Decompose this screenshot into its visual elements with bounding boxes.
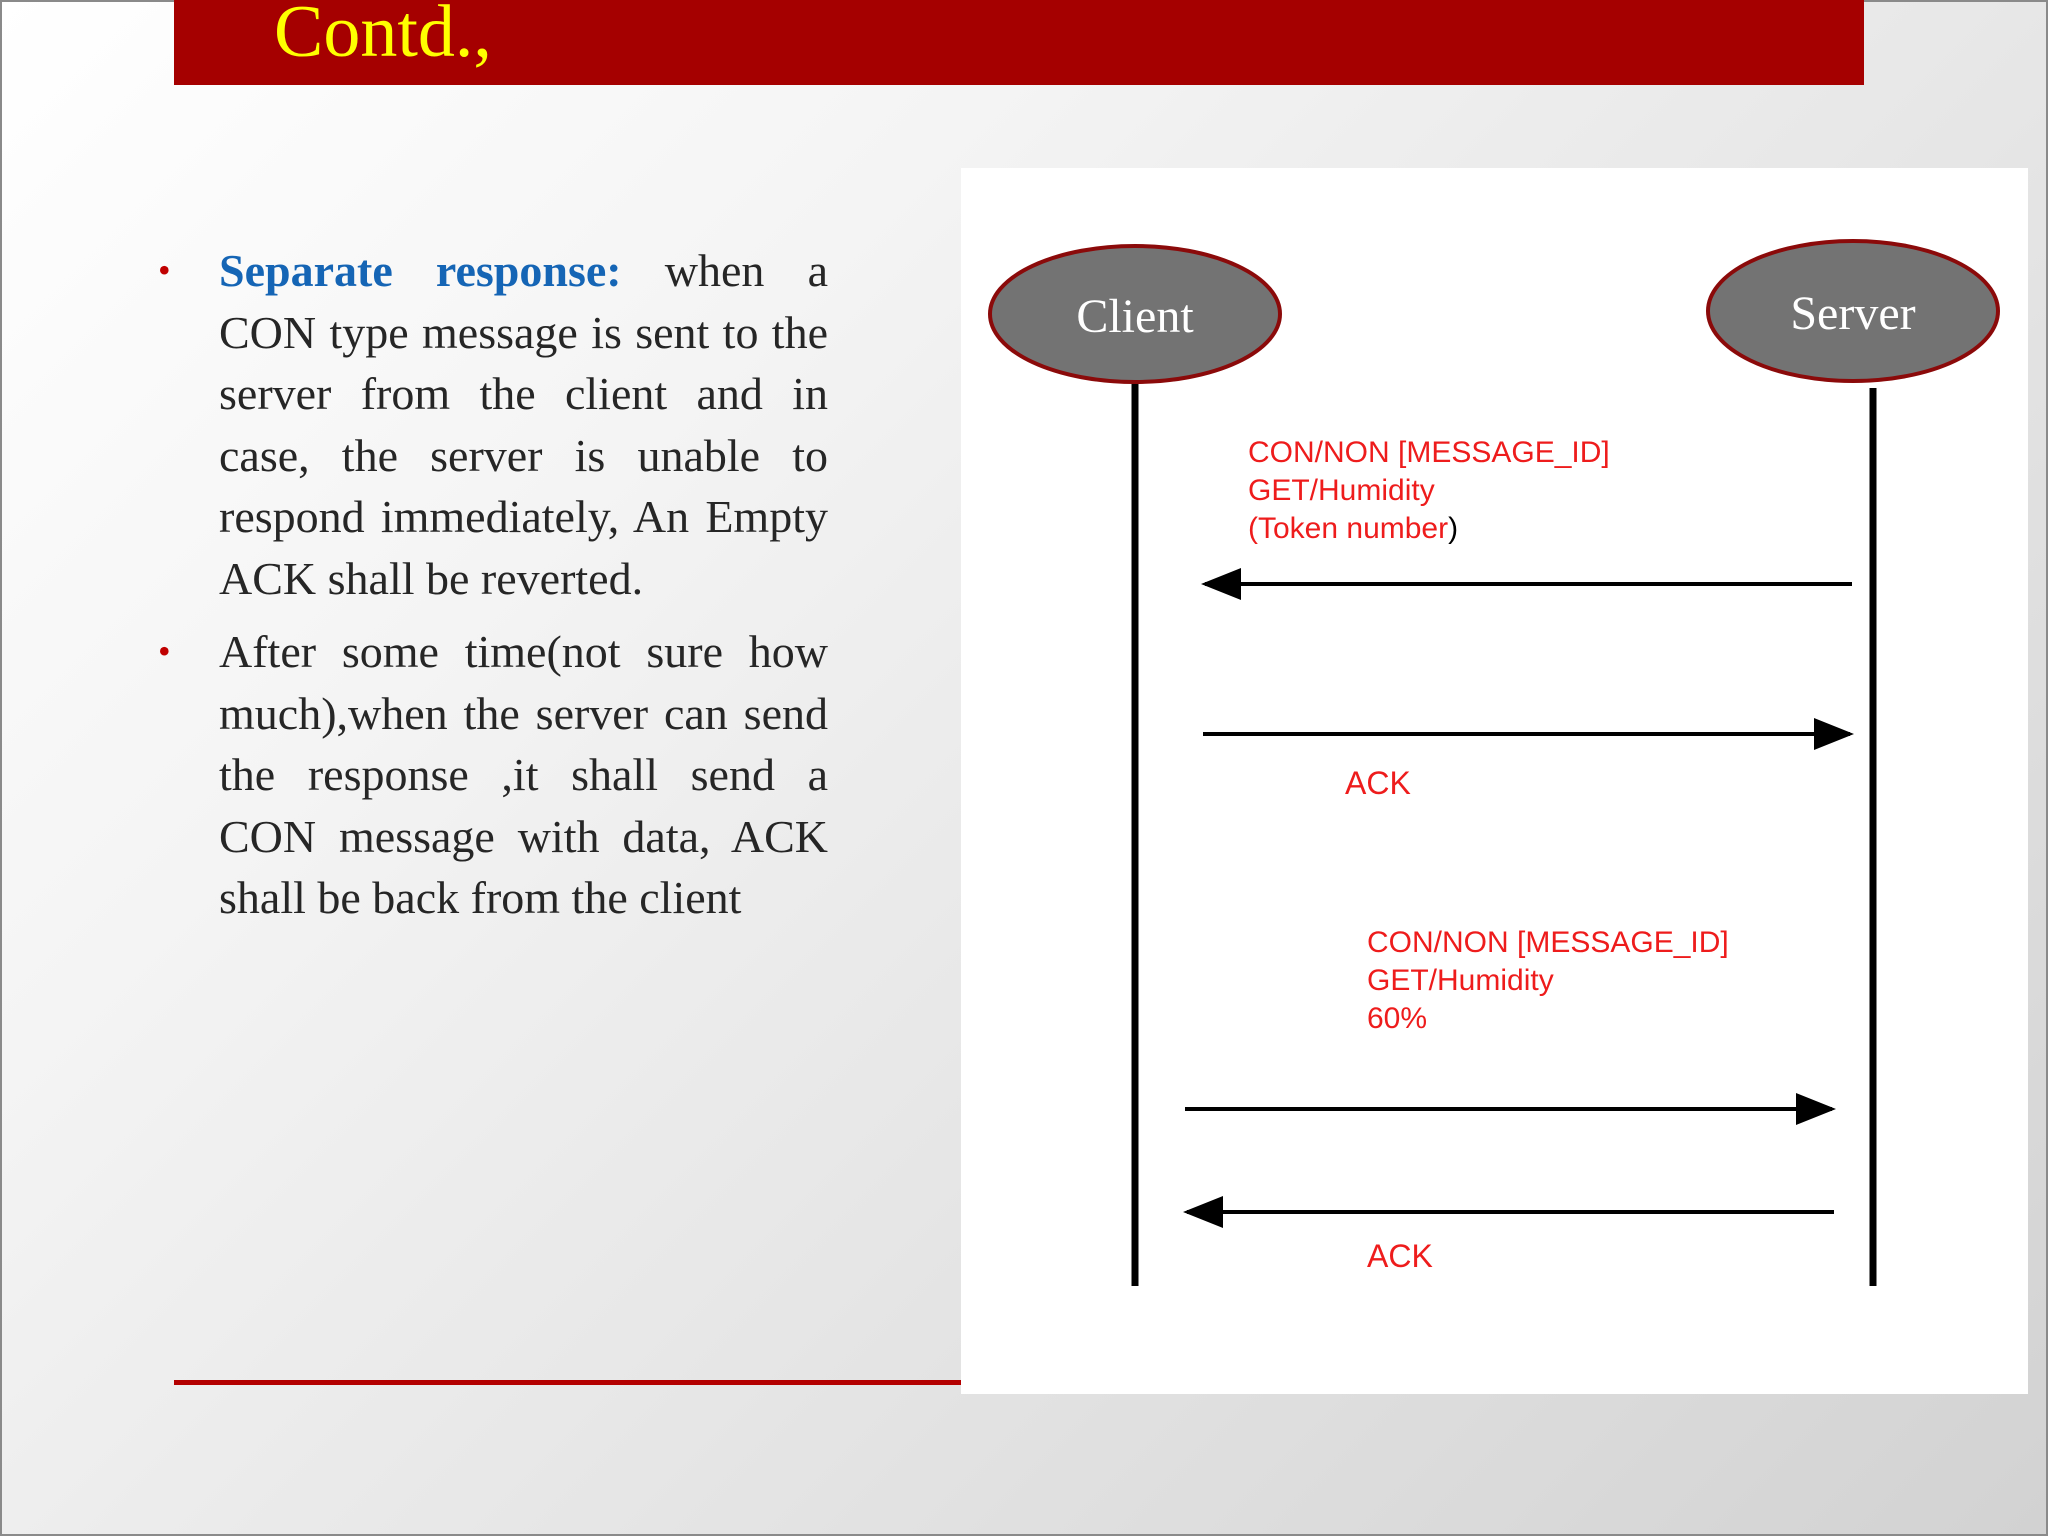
bullet-text: when a CON type message is sent to the server from the client and in case, the server is unable to respond immediately, An Empty ACK shall be reverted. <box>219 245 828 604</box>
bullet-term: Separate response: <box>219 245 622 296</box>
title-bar <box>174 0 1864 85</box>
msg1-line2: GET/Humidity <box>1248 474 1435 507</box>
msg2-line3: 60% <box>1367 1002 1428 1035</box>
bullet-item-later-response <box>150 621 828 929</box>
server-label: Server <box>1790 287 1916 340</box>
sequence-diagram <box>961 168 2028 1394</box>
ack1-label: ACK <box>1345 765 1411 801</box>
bullet-marker: • <box>158 631 171 671</box>
bullet-text: After some time(not sure how much),when the server can send the response ,it shall send a CON message with data, ACK shall be back from the client <box>219 626 828 923</box>
msg2-line1: CON/NON [MESSAGE_ID] <box>1367 926 1729 959</box>
client-label: Client <box>1076 290 1194 343</box>
msg1-line1: CON/NON [MESSAGE_ID] <box>1248 436 1610 469</box>
slide-title: Contd., <box>274 0 492 73</box>
bullet-item-separate-response <box>150 240 828 609</box>
sequence-diagram-panel <box>961 168 2028 1394</box>
ack2-label: ACK <box>1367 1238 1433 1274</box>
bullet-list <box>150 240 828 941</box>
msg2-line2: GET/Humidity <box>1367 964 1554 997</box>
msg1-line3: (Token number) <box>1248 512 1459 545</box>
bullet-marker: • <box>158 250 171 290</box>
